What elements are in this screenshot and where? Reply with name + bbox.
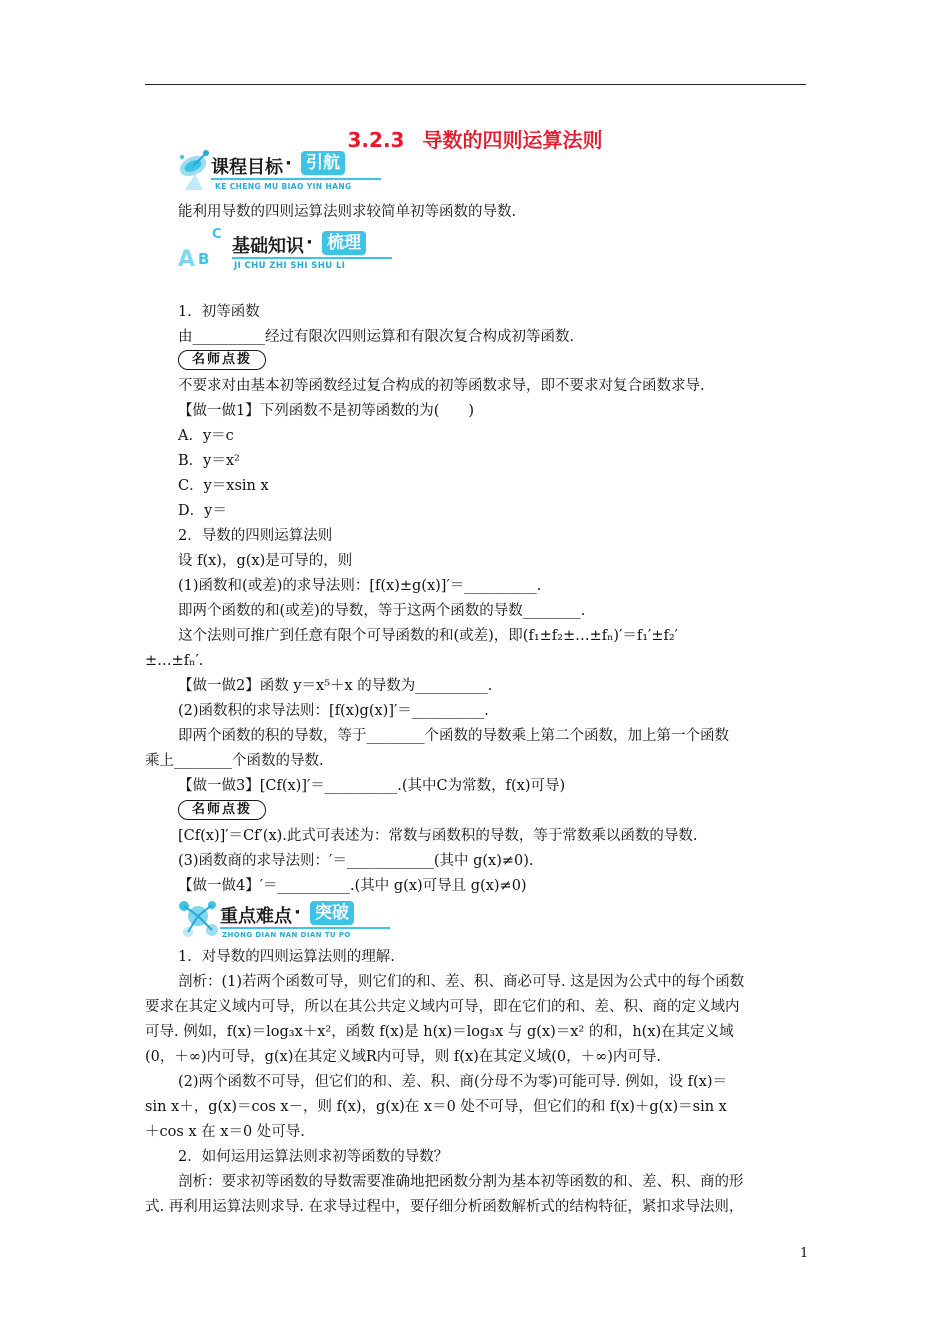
banner-underline: [220, 927, 390, 929]
section-heading: 2．如何运用运算法则求初等函数的导数？: [178, 1149, 449, 1165]
text-line: ＋cos x 在 x＝0 处可导.: [145, 1124, 305, 1140]
banner-underline: [211, 178, 381, 180]
option-a: A．y＝c: [178, 428, 234, 444]
svg-text:C: C: [212, 227, 222, 242]
option-c: C．y＝xsin x: [178, 478, 269, 494]
tips-badge: 名师点拨: [178, 350, 266, 370]
text-line: 可导. 例如，f(x)＝log₃x＋x²，函数 f(x)是 h(x)＝log₃x 与 g(x)＝x² 的和，h(x)在其定义域: [145, 1024, 734, 1040]
text-line: ±…±fₙ′.: [145, 653, 204, 669]
abc-blocks-icon: [176, 226, 224, 272]
banner-course-goal: 课程目标 · 引航 KE CHENG MU BIAO YIN HANG: [175, 148, 385, 192]
text-line: 式. 再利用运算法则求导. 在求导过程中，要仔细分析函数解析式的结构特征，紧扣求导法则，: [145, 1199, 744, 1215]
text-line: 乘上________个函数的导数.: [145, 753, 324, 769]
text-line: 由__________经过有限次四则运算和有限次复合构成初等函数.: [178, 329, 575, 345]
banner-key-points: 重点难点 · 突破 ZHONG DIAN NAN DIAN TU PO: [176, 896, 402, 942]
section-heading: 1．初等函数: [178, 304, 260, 320]
molecule-icon: [176, 896, 224, 942]
text-line: 不要求对由基本初等函数经过复合构成的初等函数求导，即不要求对复合函数求导.: [178, 378, 705, 394]
header-rule: [145, 84, 806, 85]
text-line: sin x＋，g(x)＝cos x－，则 f(x)，g(x)在 x＝0 处不可导，但它们的和 f(x)＋g(x)＝sin x: [145, 1099, 727, 1115]
option-b: B．y＝x²: [178, 453, 240, 469]
text-line: 即两个函数的和(或差)的导数，等于这两个函数的导数________.: [178, 603, 586, 619]
goal-text: 能利用导数的四则运算法则求较简单初等函数的导数.: [178, 204, 517, 220]
exercise-line: 【做一做4】′＝__________.(其中 g(x)可导且 g(x)≠0): [178, 878, 527, 894]
text-line: 这个法则可推广到任意有限个可导函数的和(或差)，即(f₁±f₂±…±fₙ)′＝f₁′±f₂′: [178, 628, 678, 644]
section-heading: 2．导数的四则运算法则: [178, 528, 333, 544]
exercise-line: 【做一做1】下列函数不是初等函数的为( ): [178, 403, 475, 419]
svg-text:B: B: [198, 250, 210, 268]
text-line: 即两个函数的积的导数，等于________个函数的导数乘上第二个函数，加上第一个函数: [178, 728, 729, 744]
text-line: 剖析：(1)若两个函数可导，则它们的和、差、积、商必可导. 这是因为公式中的每个函数: [178, 974, 745, 990]
text-line: 设 f(x)，g(x)是可导的，则: [178, 553, 353, 569]
text-line: 要求在其定义域内可导，所以在其公共定义域内可导，即在它们的和、差、积、商的定义域内: [145, 999, 740, 1015]
text-line: (0，＋∞)内可导，g(x)在其定义域R内可导，则 f(x)在其定义域(0，＋∞)内可导.: [145, 1049, 662, 1065]
exercise-line: 【做一做2】函数 y＝x⁵＋x 的导数为__________.: [178, 678, 493, 694]
banner-basic-knowledge: C A B 基础知识 · 梳理 JI CHU ZHI SHI SHU LI: [176, 226, 402, 272]
exercise-line: 【做一做3】[Cf(x)]′＝__________.(其中C为常数，f(x)可导): [178, 778, 566, 794]
text-line: (1)函数和(或差)的求导法则：[f(x)±g(x)]′＝__________.: [178, 578, 542, 594]
page-number: 1: [800, 1246, 809, 1261]
text-line: (2)两个函数不可导，但它们的和、差、积、商(分母不为零)可能可导. 例如，设 f(x)＝: [178, 1074, 728, 1090]
section-title: 3.2.3 导数的四则运算法则: [347, 128, 603, 152]
banner-underline: [232, 257, 392, 259]
text-line: (2)函数积的求导法则：[f(x)g(x)]′＝__________.: [178, 703, 489, 719]
text-line: [Cf(x)]′＝Cf′(x).此式可表述为：常数与函数积的导数，等于常数乘以函数的导数.: [178, 828, 698, 844]
section-heading: 1．对导数的四则运算法则的理解.: [178, 949, 395, 965]
text-line: (3)函数商的求导法则：′＝____________(其中 g(x)≠0).: [178, 853, 534, 869]
text-line: 剖析：要求初等函数的导数需要准确地把函数分割为基本初等函数的和、差、积、商的形: [178, 1174, 744, 1190]
tips-badge: 名师点拨: [178, 800, 266, 820]
option-d: D．y＝: [178, 503, 227, 519]
svg-text:A: A: [178, 247, 196, 272]
